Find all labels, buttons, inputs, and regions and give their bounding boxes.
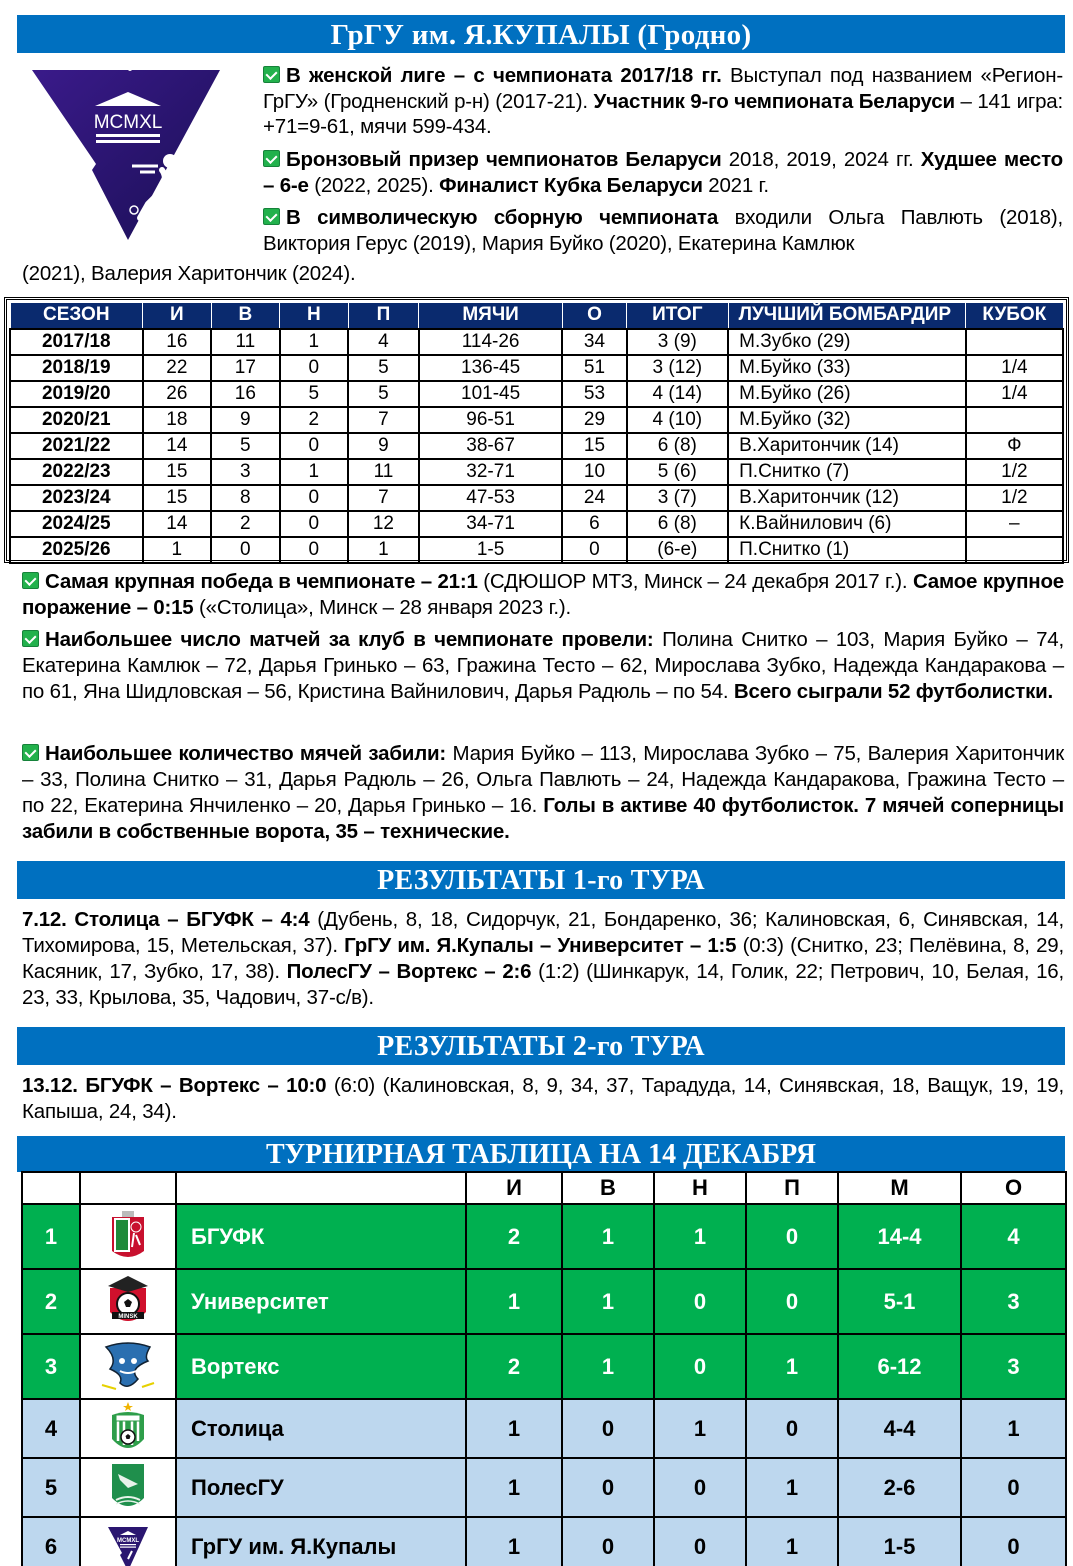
- season-cell: 11: [348, 459, 419, 485]
- checkbox-icon: [263, 66, 280, 83]
- season-cell: 2: [211, 511, 280, 537]
- team-name-cell: БГУФК: [176, 1204, 466, 1269]
- season-cell: 34-71: [419, 511, 563, 537]
- seasons-col-header: И: [143, 303, 212, 329]
- team-name-cell: ПолесГУ: [176, 1458, 466, 1517]
- games-cell: 1: [466, 1269, 562, 1334]
- season-cell: В.Харитончик (14): [728, 433, 966, 459]
- season-cell: 5: [211, 433, 280, 459]
- season-cell: 0: [562, 537, 626, 563]
- svg-text:MINSK: MINSK: [118, 1313, 138, 1320]
- season-cell: 0: [280, 355, 349, 381]
- season-cell: Ф: [966, 433, 1063, 459]
- season-cell: [966, 537, 1063, 563]
- draws-cell: 0: [654, 1334, 746, 1399]
- standings-title: ТУРНИРНАЯ ТАБЛИЦА НА 14 ДЕКАБРЯ: [265, 1139, 817, 1170]
- season-cell: 2023/24: [10, 485, 143, 511]
- team-name-cell: Столица: [176, 1399, 466, 1458]
- wins-cell: 1: [562, 1204, 654, 1269]
- points-cell: 1: [961, 1399, 1066, 1458]
- points-cell: 0: [961, 1458, 1066, 1517]
- season-cell: 6 (8): [627, 511, 729, 537]
- team-name-cell: Вортекс: [176, 1334, 466, 1399]
- season-cell: 12: [348, 511, 419, 537]
- grgu-logo: [98, 1519, 158, 1566]
- season-cell: 4 (14): [627, 381, 729, 407]
- standings-row: [22, 1269, 1066, 1334]
- intro-paragraph-1: В женской лиге – с чемпионата 2017/18 гг. Выступал под названием «Регион-ГрГУ» (Гродненский р-н) (2017-21). Участник 9-го чемпионата Беларуси – 141 игра: +71=9-61, мячи 599-434.: [263, 64, 1063, 138]
- season-row: [10, 511, 1063, 537]
- round2-banner: [17, 1027, 1065, 1065]
- season-cell: 4 (10): [627, 407, 729, 433]
- season-cell: 7: [348, 485, 419, 511]
- season-cell: 18: [143, 407, 212, 433]
- games-cell: 1: [466, 1458, 562, 1517]
- seasons-col-header: КУБОК: [966, 303, 1063, 329]
- season-cell: 16: [143, 329, 212, 355]
- season-cell: 0: [280, 537, 349, 563]
- season-cell: 2019/20: [10, 381, 143, 407]
- season-cell: К.Вайнилович (6): [728, 511, 966, 537]
- season-cell: 11: [211, 329, 280, 355]
- team-name-cell: Университет: [176, 1269, 466, 1334]
- season-cell: 9: [348, 433, 419, 459]
- games-cell: 2: [466, 1334, 562, 1399]
- season-cell: 32-71: [419, 459, 563, 485]
- club-logo-cell: [80, 1517, 176, 1566]
- season-cell: [966, 329, 1063, 355]
- wins-cell: 0: [562, 1517, 654, 1566]
- season-cell: 3: [211, 459, 280, 485]
- season-cell: 16: [211, 381, 280, 407]
- polesgu-logo: [98, 1460, 158, 1516]
- position-cell: 4: [22, 1399, 80, 1458]
- season-cell: П.Снитко (7): [728, 459, 966, 485]
- season-cell: 9: [211, 407, 280, 433]
- checkbox-icon: [22, 630, 39, 647]
- season-cell: 101-45: [419, 381, 563, 407]
- standings-row: [22, 1517, 1066, 1566]
- standings-col-header: И: [466, 1172, 562, 1204]
- universitet-logo: [98, 1274, 158, 1330]
- draws-cell: 0: [654, 1458, 746, 1517]
- wins-cell: 0: [562, 1458, 654, 1517]
- points-cell: 3: [961, 1269, 1066, 1334]
- season-cell: М.Буйко (33): [728, 355, 966, 381]
- season-cell: 1: [143, 537, 212, 563]
- season-cell: 14: [143, 511, 212, 537]
- season-cell: 1: [280, 459, 349, 485]
- draws-cell: 0: [654, 1517, 746, 1566]
- record-appearances: Наибольшее число матчей за клуб в чемпионате провели: Полина Снитко – 103, Мария Буйко – 74, Екатерина Камлюк – 72, Дарья Гринько – 63, Гражина Тесто – 62, Мирослава Зубко, Надежда Кандаракова – по 61, Яна Шидловская – 56, Кристина Вайнилович, Дарья Радюль – по 54. Всего сыграли 52 футболистки.: [22, 628, 1064, 703]
- position-cell: 5: [22, 1458, 80, 1517]
- season-cell: 1/2: [966, 485, 1063, 511]
- season-cell: 22: [143, 355, 212, 381]
- checkbox-icon: [263, 208, 280, 225]
- season-cell: 51: [562, 355, 626, 381]
- season-cell: 6: [562, 511, 626, 537]
- wins-cell: 1: [562, 1269, 654, 1334]
- standings-col-header: В: [562, 1172, 654, 1204]
- season-cell: 38-67: [419, 433, 563, 459]
- vorteks-logo: [98, 1339, 158, 1395]
- losses-cell: 1: [746, 1334, 838, 1399]
- season-cell: М.Зубко (29): [728, 329, 966, 355]
- season-row: [10, 433, 1063, 459]
- position-cell: 3: [22, 1334, 80, 1399]
- standings-col-header: Н: [654, 1172, 746, 1204]
- season-cell: 136-45: [419, 355, 563, 381]
- draws-cell: 1: [654, 1204, 746, 1269]
- record-goals: Наибольшее количество мячей забили: Мария Буйко – 113, Мирослава Зубко – 75, Валерия Харитончик – 33, Полина Снитко – 31, Дарья Радюль – 26, Ольга Павлють – 24, Надежда Кандаракова, Гражина Тесто – по 22, Екатерина Янчиленко – 20, Дарья Гринько – 16. Голы в активе 40 футболисток. 7 мячей соперницы забили в собственные ворота, 35 – технические.: [22, 742, 1064, 843]
- club-logo-cell: [80, 1458, 176, 1517]
- season-cell: 14: [143, 433, 212, 459]
- round1-results: 7.12. Столица – БГУФК – 4:4 (Дубень, 8, 18, Сидорчук, 21, Бондаренко, 36; Калиновская, 6, Синявская, 14, Тихомирова, 15, Метельская, 37). ГрГУ им. Я.Купалы – Университет – 1:5 (0:3) (Снитко, 23; Пелёвина, 8, 29, Касяник, 17, Зубко, 17, 38). ПолесГУ – Вортекс – 2:6 (1:2) (Шинкарук, 14, Голик, 22; Петрович, 10, Белая, 16, 23, 33, Крылова, 35, Чадович, 37-с/в).: [22, 908, 1064, 1009]
- standings-banner: [17, 1136, 1065, 1172]
- seasons-col-header: Н: [280, 303, 349, 329]
- season-cell: 3 (12): [627, 355, 729, 381]
- season-cell: 26: [143, 381, 212, 407]
- wins-cell: 0: [562, 1399, 654, 1458]
- season-cell: 6 (8): [627, 433, 729, 459]
- season-row: [10, 355, 1063, 381]
- season-cell: М.Буйко (26): [728, 381, 966, 407]
- season-cell: 24: [562, 485, 626, 511]
- intro-paragraph-3-tail: (2021), Валерия Харитончик (2024).: [22, 262, 356, 285]
- season-row: [10, 485, 1063, 511]
- bgufk-logo: [98, 1209, 158, 1265]
- season-cell: В.Харитончик (12): [728, 485, 966, 511]
- svg-text:MCMXL: MCMXL: [93, 112, 163, 133]
- season-cell: 2: [280, 407, 349, 433]
- standings-row: [22, 1334, 1066, 1399]
- season-cell: (6-е): [627, 537, 729, 563]
- losses-cell: 0: [746, 1269, 838, 1334]
- goals-cell: 5-1: [838, 1269, 961, 1334]
- season-row: [10, 381, 1063, 407]
- club-logo-cell: [80, 1334, 176, 1399]
- points-cell: 0: [961, 1517, 1066, 1566]
- standings-col-header: П: [746, 1172, 838, 1204]
- season-cell: 15: [143, 485, 212, 511]
- season-cell: 15: [143, 459, 212, 485]
- standings-col-header: [22, 1172, 80, 1204]
- goals-cell: 14-4: [838, 1204, 961, 1269]
- games-cell: 1: [466, 1399, 562, 1458]
- standings-col-header: [176, 1172, 466, 1204]
- season-cell: 2017/18: [10, 329, 143, 355]
- season-cell: 2022/23: [10, 459, 143, 485]
- round2-results: 13.12. БГУФК – Вортекс – 10:0 (6:0) (Калиновская, 8, 9, 34, 37, Тарадуда, 14, Синявская, 18, Ващук, 19, 19, Капыша, 24, 34).: [22, 1074, 1064, 1123]
- seasons-col-header: О: [562, 303, 626, 329]
- season-cell: 5 (6): [627, 459, 729, 485]
- season-cell: 114-26: [419, 329, 563, 355]
- season-cell: 29: [562, 407, 626, 433]
- position-cell: 1: [22, 1204, 80, 1269]
- season-cell: 1/2: [966, 459, 1063, 485]
- season-cell: 34: [562, 329, 626, 355]
- season-cell: 96-51: [419, 407, 563, 433]
- season-cell: 5: [348, 355, 419, 381]
- intro-paragraph-2: Бронзовый призер чемпионатов Беларуси 2018, 2019, 2024 гг. Худшее место – 6-е (2022, 2025). Финалист Кубка Беларуси 2021 г.: [263, 148, 1063, 197]
- season-cell: П.Снитко (1): [728, 537, 966, 563]
- season-cell: 1: [280, 329, 349, 355]
- season-cell: 2020/21: [10, 407, 143, 433]
- standings-col-header: О: [961, 1172, 1066, 1204]
- standings-row: [22, 1399, 1066, 1458]
- seasons-col-header: СЕЗОН: [10, 303, 143, 329]
- season-cell: 4: [348, 329, 419, 355]
- svg-text:MCMXL: MCMXL: [117, 1537, 139, 1544]
- points-cell: 4: [961, 1204, 1066, 1269]
- round1-title: РЕЗУЛЬТАТЫ 1-го ТУРА: [377, 865, 705, 896]
- stolitsa-logo: [98, 1401, 158, 1457]
- club-logo-cell: [80, 1269, 176, 1334]
- seasons-table: [9, 302, 1064, 564]
- goals-cell: 4-4: [838, 1399, 961, 1458]
- games-cell: 2: [466, 1204, 562, 1269]
- seasons-col-header: МЯЧИ: [419, 303, 563, 329]
- goals-cell: 6-12: [838, 1334, 961, 1399]
- season-cell: 5: [348, 381, 419, 407]
- season-row: [10, 407, 1063, 433]
- season-cell: 47-53: [419, 485, 563, 511]
- draws-cell: 0: [654, 1269, 746, 1334]
- season-cell: 3 (7): [627, 485, 729, 511]
- standings-col-header: [80, 1172, 176, 1204]
- season-cell: [966, 407, 1063, 433]
- losses-cell: 1: [746, 1517, 838, 1566]
- grgu-club-logo: [30, 66, 220, 242]
- wins-cell: 1: [562, 1334, 654, 1399]
- season-row: [10, 459, 1063, 485]
- season-cell: М.Буйко (32): [728, 407, 966, 433]
- season-cell: 17: [211, 355, 280, 381]
- season-cell: 1/4: [966, 381, 1063, 407]
- season-cell: 2021/22: [10, 433, 143, 459]
- standings-header-row: [22, 1172, 1066, 1204]
- season-cell: 3 (9): [627, 329, 729, 355]
- season-row: [10, 537, 1063, 563]
- round1-banner: [17, 861, 1065, 899]
- season-cell: 1-5: [419, 537, 563, 563]
- seasons-header-row: [10, 303, 1063, 329]
- points-cell: 3: [961, 1334, 1066, 1399]
- season-cell: 10: [562, 459, 626, 485]
- checkbox-icon: [22, 744, 39, 761]
- season-cell: 2018/19: [10, 355, 143, 381]
- record-victory: Самая крупная победа в чемпионате – 21:1 (СДЮШОР МТЗ, Минск – 24 декабря 2017 г.). Самое крупное поражение – 0:15 («Столица», Минск – 28 января 2023 г.).: [22, 570, 1064, 619]
- seasons-col-header: П: [348, 303, 419, 329]
- club-logo-cell: [80, 1204, 176, 1269]
- standings-table: [21, 1171, 1067, 1566]
- season-cell: 7: [348, 407, 419, 433]
- games-cell: 1: [466, 1517, 562, 1566]
- goals-cell: 1-5: [838, 1517, 961, 1566]
- season-cell: 2025/26: [10, 537, 143, 563]
- season-cell: –: [966, 511, 1063, 537]
- season-cell: 15: [562, 433, 626, 459]
- team-name-cell: ГрГУ им. Я.Купалы: [176, 1517, 466, 1566]
- losses-cell: 1: [746, 1458, 838, 1517]
- seasons-col-header: ЛУЧШИЙ БОМБАРДИР: [728, 303, 966, 329]
- season-cell: 53: [562, 381, 626, 407]
- seasons-col-header: ИТОГ: [627, 303, 729, 329]
- standings-row: [22, 1458, 1066, 1517]
- draws-cell: 1: [654, 1399, 746, 1458]
- round2-title: РЕЗУЛЬТАТЫ 2-го ТУРА: [377, 1031, 705, 1062]
- intro-paragraph-3: В символическую сборную чемпионата входили Ольга Павлють (2018), Виктория Герус (2019), Мария Буйко (2020), Екатерина Камлюк: [263, 206, 1063, 255]
- club-logo-cell: [80, 1399, 176, 1458]
- position-cell: 2: [22, 1269, 80, 1334]
- season-cell: 1: [348, 537, 419, 563]
- season-cell: 0: [280, 511, 349, 537]
- losses-cell: 0: [746, 1204, 838, 1269]
- season-cell: 1/4: [966, 355, 1063, 381]
- season-cell: 0: [211, 537, 280, 563]
- season-cell: 8: [211, 485, 280, 511]
- club-title: ГрГУ им. Я.КУПАЛЫ (Гродно): [330, 19, 752, 51]
- goals-cell: 2-6: [838, 1458, 961, 1517]
- seasons-col-header: В: [211, 303, 280, 329]
- season-cell: 0: [280, 433, 349, 459]
- seasons-table-frame: [4, 297, 1069, 563]
- season-cell: 5: [280, 381, 349, 407]
- club-title-banner: [17, 15, 1065, 53]
- checkbox-icon: [263, 150, 280, 167]
- season-cell: 2024/25: [10, 511, 143, 537]
- season-row: [10, 329, 1063, 355]
- standings-col-header: М: [838, 1172, 961, 1204]
- season-cell: 0: [280, 485, 349, 511]
- losses-cell: 0: [746, 1399, 838, 1458]
- checkbox-icon: [22, 572, 39, 589]
- standings-row: [22, 1204, 1066, 1269]
- position-cell: 6: [22, 1517, 80, 1566]
